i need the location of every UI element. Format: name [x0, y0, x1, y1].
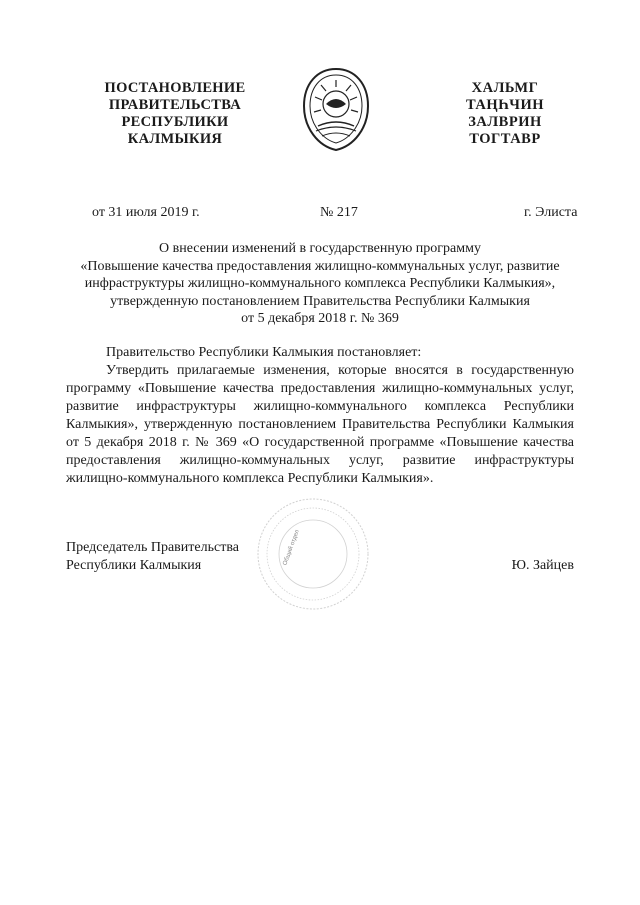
title-line: О внесении изменений в государственную программу: [159, 241, 481, 256]
header-right-line: ЗАЛВРИН: [468, 114, 542, 130]
header-left-line: ПОСТАНОВЛЕНИЕ: [104, 80, 246, 96]
decree-paragraph: Утвердить прилагаемые изменения, которые вносятся в государственную программу «Повышение качества предоставления жилищно-коммунальных услуг, развитие инфраструктуры жилищно-коммунального комплекса Республики Калмыкия», утвержденную постановлением Правительства Республики Калмыкия от 5 декабря 2018 г. № 369 «О государственной программе «Повышение качества предоставления жилищно-коммунальных услуг, развитие инфраструктуры жилищно-коммунального комплекса Республики Калмыкия».: [66, 363, 574, 486]
title-line: инфраструктуры жилищно-коммунального комплекса Республики Калмыкия»,: [84, 276, 556, 291]
header-left-line: КАЛМЫКИЯ: [127, 131, 223, 147]
signatory-title-line: Республики Калмыкия: [66, 557, 202, 573]
decree-body: [66, 344, 574, 488]
title-line: «Повышение качества предоставления жилищно-коммунальных услуг, развитие: [80, 258, 560, 274]
title-line: от 5 декабря 2018 г. № 369: [241, 311, 399, 326]
header-right-line: ТОГТАВР: [469, 131, 541, 147]
header-left-line: РЕСПУБЛИКИ: [121, 114, 229, 130]
header-right-kalmyk: [440, 80, 570, 148]
decree-intro: Правительство Республики Калмыкия постановляет:: [106, 345, 422, 360]
header-right-line: ТАҢҺЧИН: [465, 97, 545, 113]
header-right-line: ХАЛЬМГ: [471, 80, 539, 96]
decree-title: [60, 240, 580, 328]
signatory-title-line: Председатель Правительства: [66, 540, 239, 555]
title-line: утвержденную постановлением Правительства Республики Калмыкия: [110, 293, 530, 309]
signature-block: [66, 539, 574, 574]
state-emblem-icon: [300, 66, 372, 152]
decree-date: от 31 июля 2019 г.: [92, 205, 200, 220]
seal-label: Общий отдел: [282, 529, 301, 567]
decree-number: № 217: [320, 205, 358, 220]
header-left-russian: [90, 80, 260, 148]
decree-city: г. Элиста: [524, 205, 578, 220]
signatory-name: Ю. Зайцев: [511, 557, 574, 573]
header-left-line: ПРАВИТЕЛЬСТВА: [108, 97, 242, 113]
